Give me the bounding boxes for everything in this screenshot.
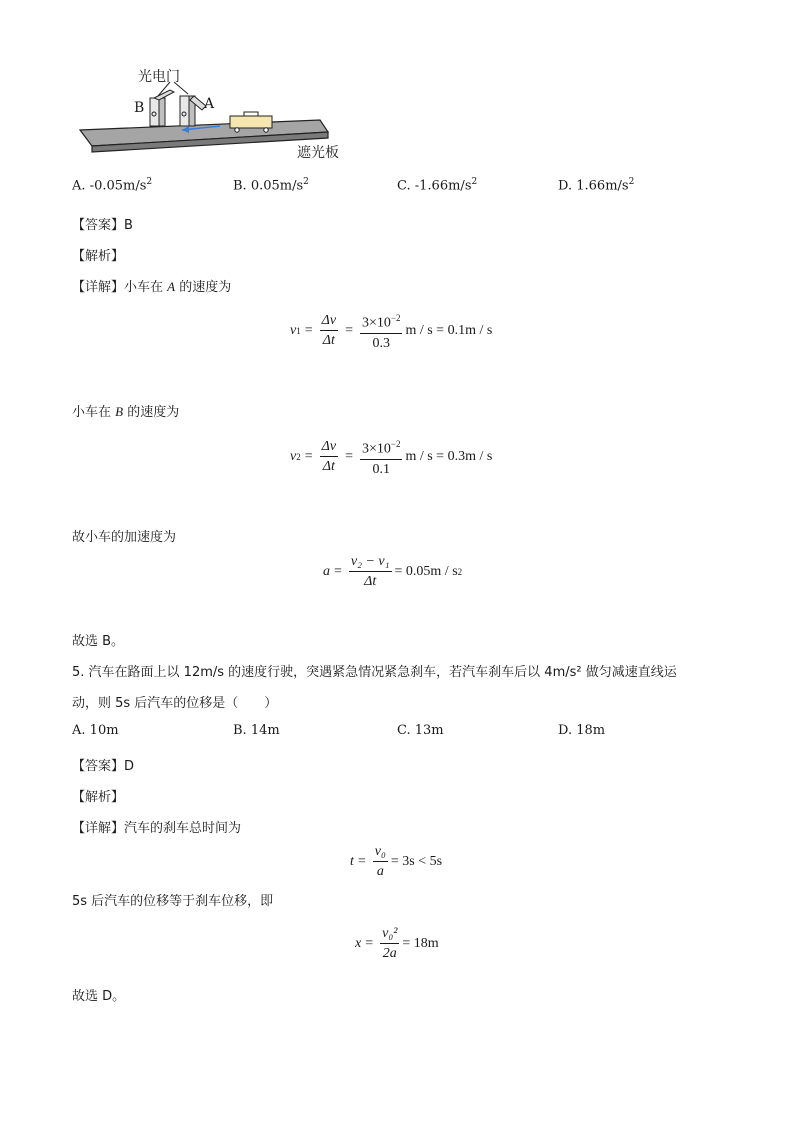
- q5-analysis-tag: 【解析】: [72, 790, 125, 805]
- q5-equation-2: x = $\frac{\text{v₀²}}{2a}$ = 18m: [355, 926, 439, 961]
- q5-text-displacement: 5s 后汽车的位移等于刹车位移，即: [72, 894, 274, 909]
- q4-detail: 【详解】小车在 A 的速度为: [72, 279, 232, 295]
- track: [80, 120, 328, 152]
- q5-option-c: C. 13m: [397, 723, 444, 738]
- q5-stem-line2: 动，则 5s 后汽车的位移是（ ）: [72, 696, 278, 711]
- q4-analysis-tag: 【解析】: [72, 249, 125, 264]
- q4-equation-3: a = $\frac{\text{v₂ − v₁}}{\Delta t}$ = 0.05m / s 2: [323, 554, 463, 589]
- q5-equation-1: t = $\frac{\text{v₀}}{a}$ = 3s < 5s: [350, 844, 443, 879]
- label-b: B: [134, 100, 145, 116]
- board-label: 遮光板: [297, 145, 339, 161]
- photogate-b: [150, 90, 174, 126]
- q5-option-d: D. 18m: [558, 723, 606, 738]
- q5-conclusion: 故选 D。: [72, 989, 126, 1004]
- label-a: A: [204, 96, 215, 112]
- photogate-a: [180, 96, 206, 126]
- q5-stem-line1: 5. 汽车在路面上以 12m/s 的速度行驶，突遇紧急情况紧急刹车，若汽车刹车后以 4m/s² 做匀减速直线运: [72, 665, 677, 680]
- q5-option-a: A. 10m: [72, 723, 119, 738]
- q5-option-b: B. 14m: [233, 723, 280, 738]
- q4-equation-1: v 1 = $\frac{\Delta v}{\Delta t}$ = $\frac{3\times 10^{-2}}{0.3}$ m / s = 0.1m / s: [290, 310, 492, 352]
- photogate-label: 光电门: [138, 69, 180, 85]
- q4-option-b: B. $0.05m/s^2$: [233, 177, 309, 194]
- q4-option-c: C. $-1.66m/s^2$: [397, 177, 478, 194]
- q4-text-accel: 故小车的加速度为: [72, 530, 177, 545]
- q4-answer: 【答案】B: [72, 218, 133, 233]
- q4-option-a: A. $-0.05m/s^2$: [72, 177, 153, 194]
- q4-equation-2: v 2 = $\frac{\Delta v}{\Delta t}$ = $\frac{3\times 10^{-2}}{0.1}$ m / s = 0.3m / s: [290, 436, 492, 478]
- q5-detail: 【详解】汽车的刹车总时间为: [72, 821, 242, 836]
- q5-answer: 【答案】D: [72, 759, 135, 774]
- q4-text-b: 小车在 B 的速度为: [72, 404, 180, 420]
- q4-conclusion: 故选 B。: [72, 634, 125, 649]
- q4-option-d: D. $1.66m/s^2$: [558, 177, 635, 194]
